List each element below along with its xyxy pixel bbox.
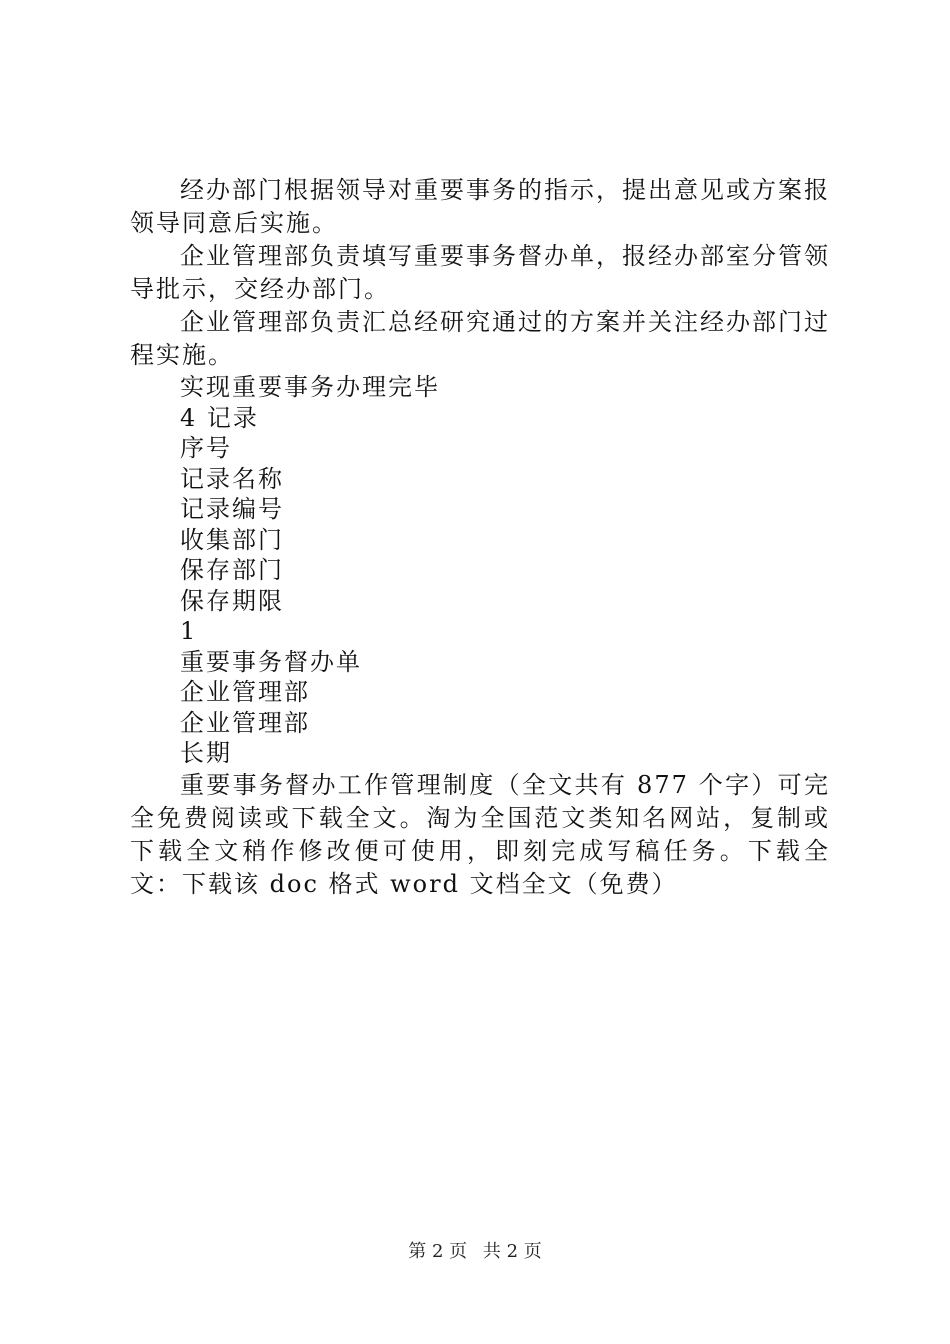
text-line: 企业管理部	[180, 678, 310, 706]
text-line: 记录名称	[180, 464, 284, 493]
text-line: 收集部门	[180, 525, 284, 554]
document-body	[130, 174, 830, 901]
page-number: 第 2 页	[408, 1241, 468, 1262]
text-line: 记录编号	[180, 495, 284, 523]
section-heading: 4 记录	[180, 403, 259, 432]
text-line: 保存部门	[180, 556, 284, 584]
paragraph: 企业管理部负责填写重要事务督办单，报经办部室分管领导批示，交经办部门。	[130, 242, 830, 303]
paragraph: 企业管理部负责汇总经研究通过的方案并关注经办部门过程实施。	[130, 308, 830, 369]
page-footer	[0, 1240, 950, 1264]
text-line: 企业管理部	[180, 708, 310, 737]
text-line: 长期	[180, 739, 232, 767]
text-line: 实现重要事务办理完毕	[180, 373, 440, 401]
text-line: 重要事务督办单	[180, 647, 362, 676]
text-line: 1	[180, 617, 198, 645]
text-line: 序号	[180, 434, 232, 462]
page-total: 共 2 页	[482, 1241, 542, 1262]
closing-paragraph: 重要事务督办工作管理制度（全文共有 877 个字）可完全免费阅读或下载全文。淘为全国范文类知名网站，复制或下载全文稍作修改便可使用，即刻完成写稿任务。下载全文：下载该 doc 格式 word 文档全文（免费）	[130, 770, 830, 898]
text-line: 保存期限	[180, 586, 284, 615]
paragraph: 经办部门根据领导对重要事务的指示，提出意见或方案报领导同意后实施。	[130, 176, 830, 237]
